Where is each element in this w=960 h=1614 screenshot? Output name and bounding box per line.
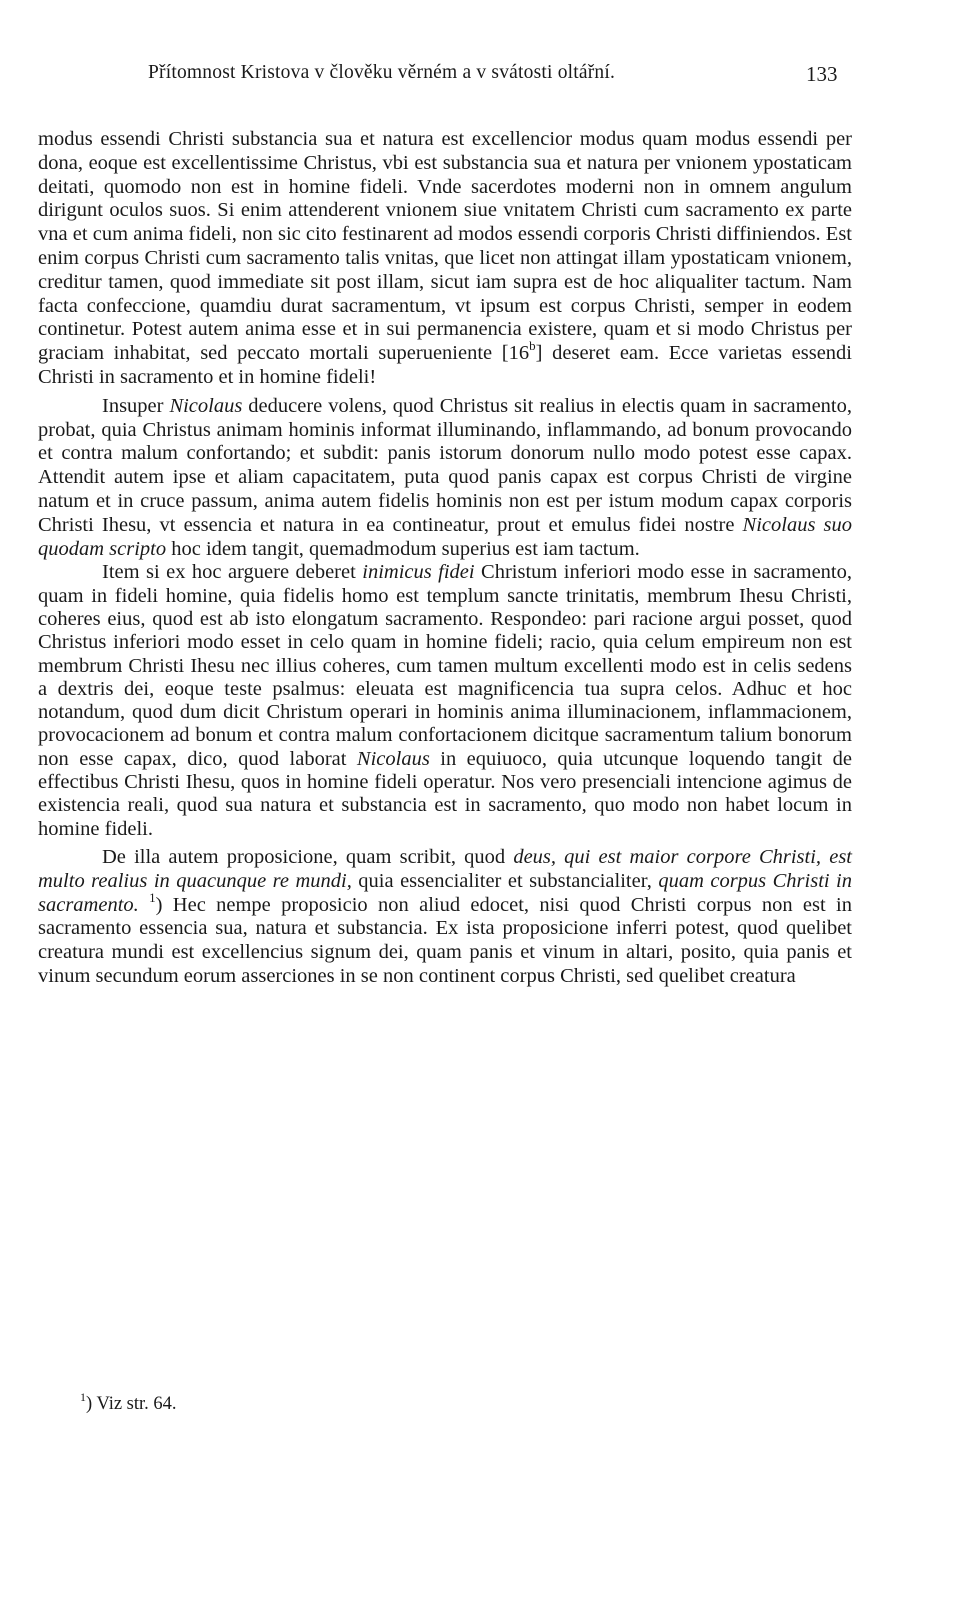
text-run: De illa autem proposicione, quam scribit, quod bbox=[102, 845, 514, 868]
text-run: hoc idem tangit, quemadmodum superius est iam tactum. bbox=[166, 537, 640, 560]
text-run: ) Hec nempe proposicio non aliud edocet, nisi quod Christi corpus non est in sacramento essencia sua, natura et substancia. Ex ista proposicione inferri potest, quod quelibet creatura mundi est excellencius signum dei, quam panis et vinum in altari, posito, quia panis et vinum secundum eorum asserciones in se non continent corpus Christi, sed quelibet creatura bbox=[38, 893, 852, 987]
paragraph-1 bbox=[38, 128, 852, 390]
text-run: Insuper bbox=[102, 394, 170, 417]
italic-text: Nicolaus bbox=[169, 394, 243, 417]
italic-text: Nicolaus suo quodam scripto bbox=[38, 513, 852, 560]
text-run: Christum inferiori modo esse in sacramento, quam in fideli homine, quia fidelis homo est templum sancte trinitatis, membrum Ihesu Christi, coheres eius, quod est ab isto elongatum sacramento. Respondeo: pari racione argui posset, quod Christus inferiori modo esset in celo quam in homine fideli; racio, quia celum empireum non est membrum Christi Ihesu nec illius coheres, cum tamen multum excellenti modo est in celis sedens a dextris dei, eoque teste psalmus: eleuata est magnificencia tua supra celos. Adhuc et hoc notandum, quod dum dicit Christum operari in hominis anima illuminacionem, inflammacionem, provocacionem ad bonum et contra malum confortacionem dicitque sacramentum talium bonorum non esse capax, dico, quod laborat bbox=[38, 561, 853, 770]
footnote-text: ) Viz str. 64. bbox=[86, 1394, 177, 1414]
superscript-mark: b bbox=[529, 338, 536, 354]
text-run: modus essendi Christi substancia sua et natura est excellencior modus quam modus essendi per dona, eoque est excellentissime Christus, vbi est substancia sua et natura per vnionem ypostaticam deitati, quomodo non est in homine fideli. Vnde sacerdotes moderni non in omnem angulum dirigunt oculos suos. Si enim attenderent vnionem siue vnitatem Christi cum sacramento ex parte vna et cum anima fideli, non sic cito festinarent ad modos essendi corporis Christi diffiniendos. Est enim corpus Christi cum sacramento talis vnitas, que licet non attingat illam ypostaticam vnionem, creditur tamen, quod immediate sit post illam, sicut iam supra est de hoc aliqualiter tactum. Nam facta confeccione, quamdiu durat sacramentum, vt ipsum est corpus Christi, semper in eodem continetur. Potest autem anima esse et in sui permanencia existere, quam et si modo Christus per graciam inhabitat, sed peccato mortali superueniente [16 bbox=[38, 128, 852, 365]
page-number: 133 bbox=[806, 62, 838, 86]
text-run: quia essencialiter et substancialiter, bbox=[351, 869, 659, 892]
paragraph-2 bbox=[38, 395, 852, 562]
text-run bbox=[139, 894, 149, 916]
italic-text: quam corpus Christi in sacramento. bbox=[38, 869, 852, 916]
italic-text: Nicolaus bbox=[356, 747, 430, 770]
text-run: in equiuoco, quia utcunque loquendo tangit de effectibus Christi Ihesu, quos in homine fideli operatur. Nos vero presenciali intencione agimus de existencia reali, quod sua natura et substancia est in sacramento, quo modo non habet locum in homine fideli. bbox=[38, 747, 852, 840]
text-run: Item si ex hoc arguere deberet bbox=[102, 561, 363, 584]
italic-text: deus, qui est maior corpore Christi, est multo realius in quacunque re mundi, bbox=[38, 845, 852, 892]
text-run: deducere volens, quod Christus sit realius in electis quam in sacramento, probat, quia Christus animam hominis informat illuminando, inflammando, ad bonum provocando et contra malum confortando; et subdit: panis istorum donorum nullo modo potest esse capax. Attendit autem ipse et aliam capacitatem, puta quod panis capax est corpus Christi de virgine natum et in cruce passum, anima autem fidelis hominis non est per istum modum capax corporis Christi Ihesu, vt essencia et natura in ea contineatur, prout et emulus fidei nostre bbox=[38, 394, 852, 536]
footnote bbox=[80, 1389, 177, 1415]
running-title: Přítomnost Kristova v člověku věrném a v svátosti oltářní. bbox=[148, 62, 616, 83]
paragraph-3 bbox=[38, 561, 852, 841]
body-text bbox=[38, 128, 852, 989]
paragraph-4 bbox=[38, 846, 852, 989]
italic-text: inimicus fidei bbox=[362, 561, 475, 584]
superscript-mark: 1 bbox=[149, 889, 156, 905]
text-run: ] deseret eam. Ecce varietas essendi Christi in sacramento et in homine fideli! bbox=[38, 342, 852, 388]
footnote-marker: 1 bbox=[80, 1389, 86, 1404]
